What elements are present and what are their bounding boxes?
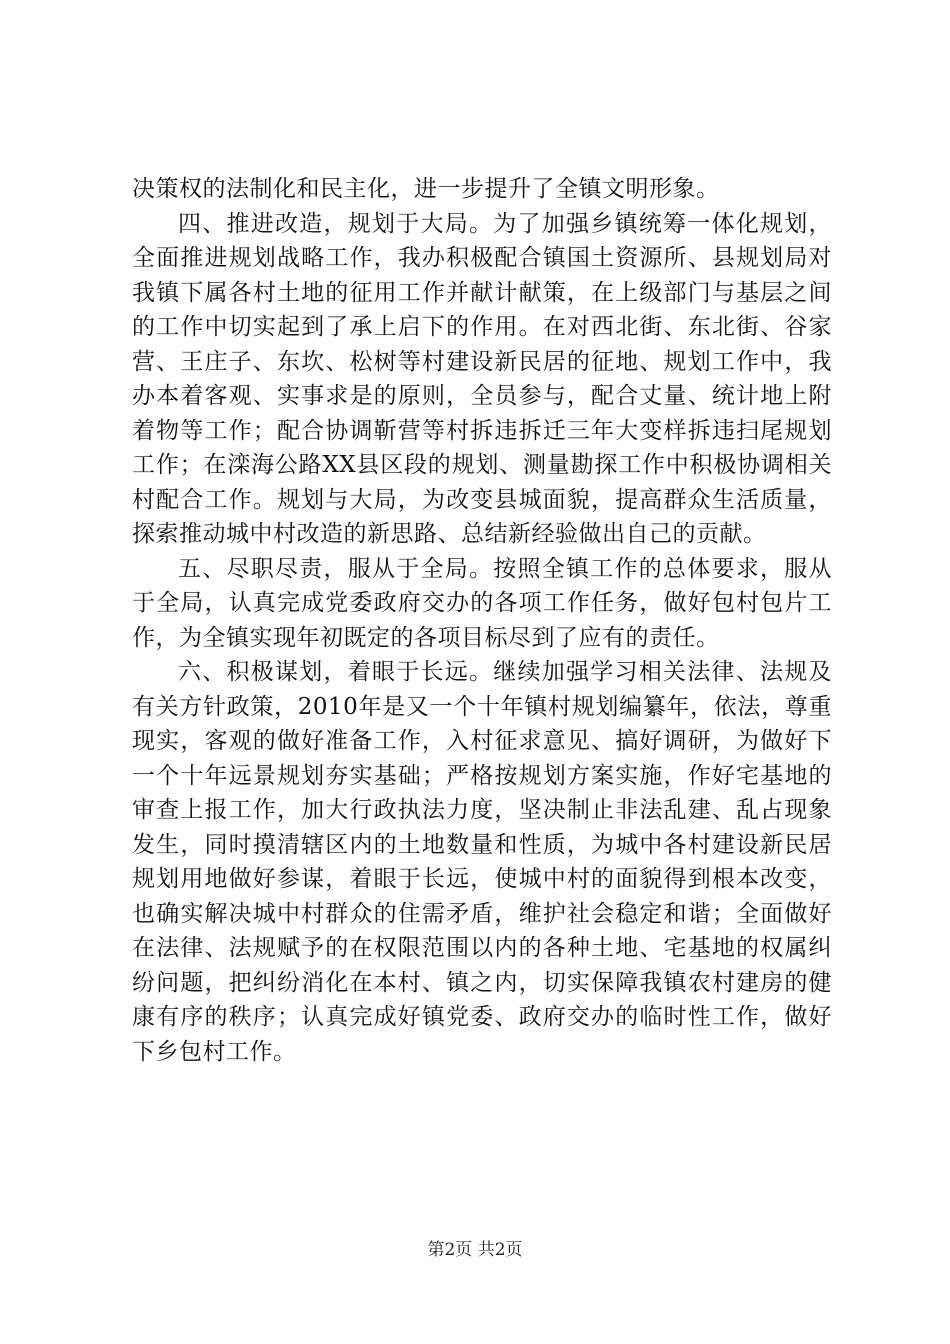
- paragraph-section-five: 五、尽职尽责，服从于全局。按照全镇工作的总体要求，服从于全局，认真完成党委政府交办的各项工作任务，做好包村包片工作，为全镇实现年初既定的各项目标尽到了应有的责任。: [132, 555, 832, 651]
- paragraph-continuation: 决策权的法制化和民主化，进一步提升了全镇文明形象。: [132, 176, 720, 202]
- paragraph-section-four: 四、推进改造，规划于大局。为了加强乡镇统筹一体化规划，全面推进规划战略工作，我办积极配合镇国土资源所、县规划局对我镇下属各村土地的征用工作并献计献策，在上级部门与基层之间的工作中切实起到了承上启下的作用。在对西北街、东北街、谷家营、王庄子、东坎、松树等村建设新民居的征地、规划工作中，我办本着客观、实事求是的原则，全员参与，配合丈量、统计地上附着物等工作；配合协调靳营等村拆违拆迁三年大变样拆违扫尾规划工作；在滦海公路XX县区段的规划、测量勘探工作中积极协调相关村配合工作。规划与大局，为改变县城面貌，提高群众生活质量，探索推动城中村改造的新思路、总结新经验做出自己的贡献。: [132, 210, 832, 547]
- page-number-footer: 第2页 共2页: [427, 1240, 523, 1260]
- paragraph-section-six: 六、积极谋划，着眼于长远。继续加强学习相关法律、法规及有关方针政策，2010年是又一个十年镇村规划编纂年，依法，尊重现实，客观的做好准备工作，入村征求意见、搞好调研，为做好下一个十年远景规划夯实基础；严格按规划方案实施，作好宅基地的审查上报工作，加大行政执法力度，坚决制止非法乱建、乱占现象发生，同时摸清辖区内的土地数量和性质，为城中各村建设新民居规划用地做好参谋，着眼于长远，使城中村的面貌得到根本改变，也确实解决城中村群众的住需矛盾，维护社会稳定和谐；全面做好在法律、法规赋予的在权限范围以内的各种土地、宅基地的权属纠纷问题，把纠纷消化在本村、镇之内，切实保障我镇农村建房的健康有序的秩序；认真完成好镇党委、政府交办的临时性工作，做好下乡包村工作。: [132, 659, 832, 1065]
- document-body: [132, 172, 832, 1069]
